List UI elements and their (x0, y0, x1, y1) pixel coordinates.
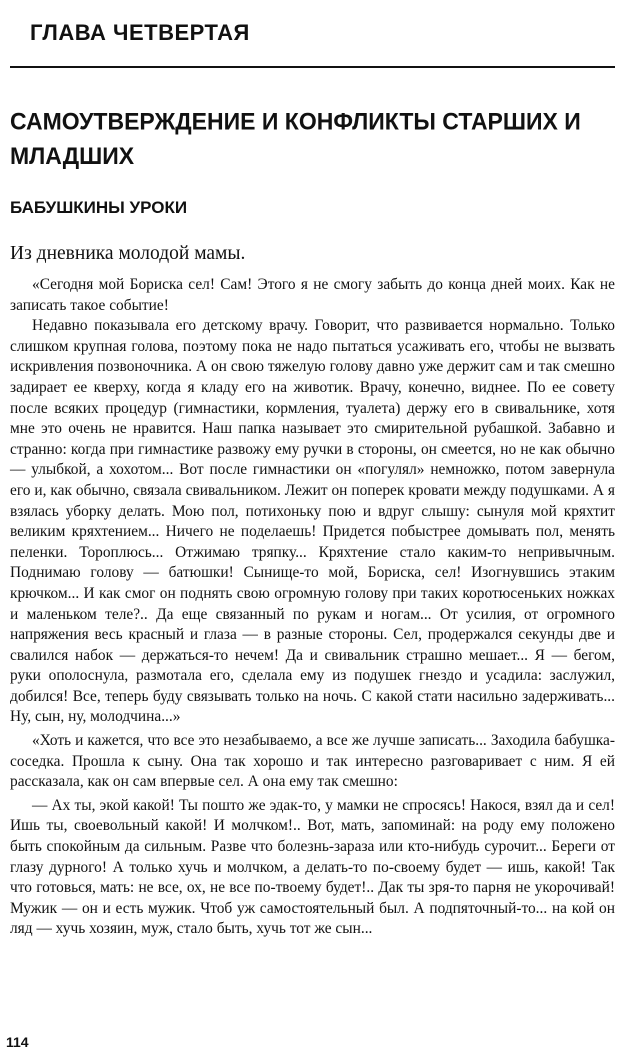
paragraph: — Ах ты, экой какой! Ты пошто же эдак-то, у мамки не спросясь! Накося, взял да и сел! Ишь ты, своевольный какой! И молчком!.. Вот, мать, запоминай: на роду ему положено быть спокойным да сильным. Разве что болезнь-зараза или кто-нибудь сурочит... Береги от глазу дурного! А только хучь и молчком, а делать-то по-своему будет — ишь, какой! Так что готовься, мать: не все, ох, не все по-твоему будет!.. Дак ты зря-то парня не укорочивай! Мужик — он и есть мужик. Чтоб уж самостоятельный был. А подпяточный-то... на кой он ляд — хучь хозяин, муж, стало быть, хучь тот же сын... (10, 796, 615, 938)
chapter-heading: ГЛАВА ЧЕТВЕРТАЯ (30, 20, 250, 45)
intro-line: Из дневника молодой мамы. (10, 243, 246, 264)
heading-rule (10, 66, 615, 68)
subsection-title: БАБУШКИНЫ УРОКИ (10, 198, 188, 217)
paragraph: «Хоть и кажется, что все это незабываемо, а все же лучше записать... Заходила бабушка-соседка. Прошла к сыну. Она так хорошо и так интересно разговаривает с ним. Я ей рассказала, как он сам впервые сел. А она ему так смешно: (10, 732, 615, 791)
body-text (10, 275, 615, 940)
paragraph: «Сегодня мой Бориска сел! Сам! Этого я не смогу забыть до конца дней моих. Как не записать такое событие! (10, 276, 615, 314)
page-number: 114 (6, 1034, 29, 1050)
paragraph: Недавно показывала его детскому врачу. Говорит, что развивается нормально. Только слишком крупная голова, поэтому пока не надо пытаться усаживать его, чтобы не вызвать искривления позвоночника. А он свою тяжелую голову давно уже держит сам и так смешно задирает ее кверху, когда я кладу его на животик. Врачу, конечно, виднее. По ее совету после всяких процедур (гимнастики, кормления, туалета) держу его в свивальнике, хотя мне это очень не нравится. Наш папка называет это смирительной рубашкой. Забавно и странно: когда при гимнастике развожу ему ручки в стороны, он смеется, но не как обычно — улыбкой, а хохотом... Вот после гимнастики он «погулял» немножко, потом завернула его и, как обычно, связала свивальником. Лежит он поперек кровати между подушками. А я взялась уборку делать. Мою пол, потихоньку пою и вдруг слышу: сынуля мой кряхтит великим кряхтением... Ничего не поделаешь! Придется побыстрее домывать пол, менять пеленки. Тороплюсь... Отжимаю тряпку... Кряхтение стало каким-то непривычным. Поднимаю голову — батюшки! Сынище-то мой, Бориска, сел! Изогнувшись этаким крючком... И как смог он поднять свою огромную голову при таких коротюсеньких ножках и маленьком теле?.. Да еще связанный по рукам и ногам... От усилия, от огромного напряжения весь красный и глаза — в разные стороны. Сел, продержался секунды две и свалился набок — держаться-то нечем! Да и свивальник страшно мешает... Я — бегом, руки ополоснула, размотала его, сделала ему из подушек гнездо и усадила: заслужил, добился! Все, теперь буду связывать только на ночь. С какой стати насильно задерживать... Ну, сын, ну, молодчина...» (10, 317, 615, 726)
section-title: САМОУТВЕРЖДЕНИЕ И КОНФЛИКТЫ СТАРШИХ И МЛАДШИХ (10, 107, 581, 170)
